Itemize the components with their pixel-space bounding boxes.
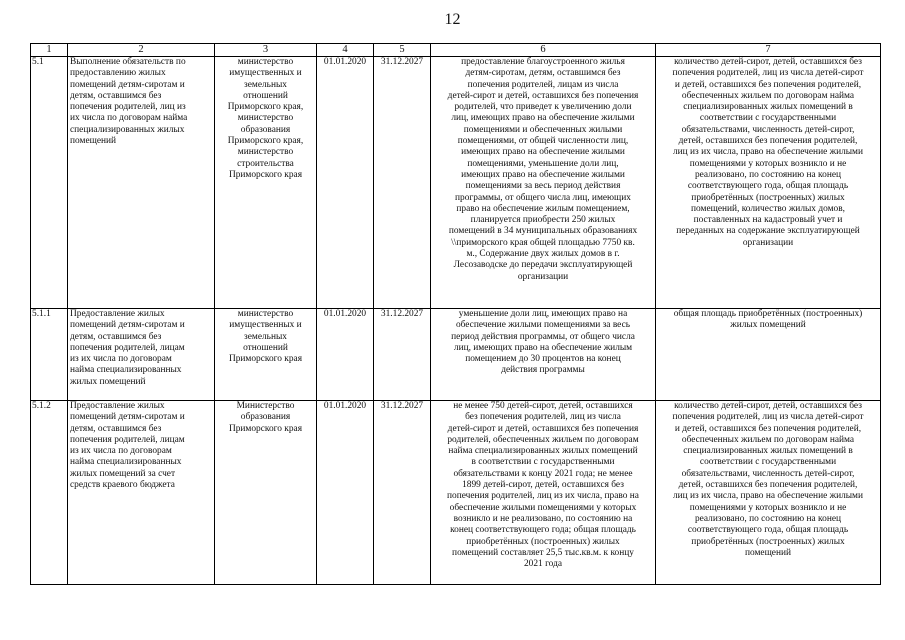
row-number-cell: 5.1 [31, 57, 68, 309]
text-line: планируется приобрести 250 жилых [470, 215, 616, 226]
text-line: Предоставление жилых [70, 401, 165, 411]
text-line: детей, оставшихся без попечения родителей, [678, 136, 858, 147]
start-date-cell: 01.01.2020 [317, 309, 374, 401]
text-line: детям, оставшимся без [70, 331, 162, 342]
text-line: приобретённых (построенных) жилых [466, 536, 620, 547]
executor-cell [215, 309, 317, 401]
text-line: имущественных и [229, 68, 302, 79]
expected-result-cell [431, 309, 656, 401]
text-line: переданных на содержание эксплуатирующей [676, 226, 860, 237]
text-line: детей-сирот и детей, оставшихся без попечения [447, 90, 639, 101]
text-line: из их числа по договорам [70, 354, 172, 365]
column-header: 3 [215, 44, 317, 57]
text-line: приобретённых (построенных) жилых [691, 192, 845, 203]
text-line: родителей, что приведет к увеличению доли [454, 102, 632, 113]
text-line: министерство [237, 57, 294, 67]
column-header: 7 [656, 44, 881, 57]
text-line: Предоставление жилых [70, 309, 165, 319]
text-line: действия программы [501, 365, 585, 376]
text-line: не менее 750 детей-сирот, детей, оставшихся [453, 401, 633, 411]
text-line: общая площадь приобретённых (построенных) [673, 309, 863, 319]
text-line: родителей, обеспеченных жильем по договорам [447, 434, 639, 445]
table-row [31, 309, 881, 401]
text-line: соответствующего года, общая площадь [687, 525, 849, 536]
text-line: соответствии с государственными [699, 457, 837, 468]
text-line: помещениями у которых возникло и не [689, 158, 847, 169]
text-line: м., Содержание двух жилых домов в г. [466, 249, 620, 260]
text-line: земельных [244, 331, 287, 342]
text-line: Приморского края [228, 169, 303, 180]
end-date-cell: 31.12.2027 [374, 57, 431, 309]
text-line: детей, оставшихся без попечения родителей, [678, 480, 858, 491]
text-line: министерство [237, 147, 294, 158]
text-line: помещений, количество жилых домов, [690, 203, 845, 214]
text-line: Приморского края [228, 423, 303, 434]
text-line: попечения родителей, лицам [70, 434, 185, 445]
text-line: организации [742, 237, 794, 248]
text-line: помещениями за весь период действия [465, 181, 621, 192]
text-line: помещением до 30 процентов на конец [465, 354, 621, 365]
executor-cell [215, 57, 317, 309]
text-line: детям, оставшимся без [70, 90, 162, 101]
text-line: обеспечение жилыми помещениями у которых [449, 502, 637, 513]
text-line: помещений в 34 муниципальных образованиях [448, 226, 638, 237]
indicator-cell [656, 57, 881, 309]
text-line: отношений [243, 90, 288, 101]
executor-cell [215, 401, 317, 585]
text-line: попечения родителей, лиц из [70, 102, 186, 113]
text-line: Приморского края, [227, 102, 304, 113]
text-line: \\приморского края общей площадью 7750 кв. [451, 237, 635, 248]
text-line: жилых помещений за счет [70, 468, 176, 479]
text-line: образования [240, 124, 291, 135]
text-line: отношений [243, 342, 288, 353]
text-line: лиц, имеющих право на обеспечение жилыми [451, 113, 635, 124]
text-line: детей-сирот и детей, оставшихся без попечения [447, 423, 639, 434]
text-line: Приморского края, [227, 136, 304, 147]
text-line: предоставление благоустроенного жилья [461, 57, 625, 67]
column-header: 1 [31, 44, 68, 57]
text-line: попечения родителей, лицам [70, 342, 185, 353]
text-line: соответствии с государственными [699, 113, 837, 124]
page-number: 12 [444, 11, 461, 28]
text-line: предоставлению жилых [70, 68, 166, 79]
row-number-cell: 5.1.1 [31, 309, 68, 401]
text-line: обязательствами, численность детей-сирот, [681, 468, 855, 479]
text-line: детям-сиротам, детям, оставшимся без [465, 68, 621, 79]
table-row [31, 57, 881, 309]
text-line: из их числа по договорам [70, 446, 172, 457]
measure-name-cell [68, 309, 215, 401]
text-line: помещениями у которых возникло и не [689, 502, 847, 513]
text-line: Приморского края [228, 354, 303, 365]
text-line: детям, оставшимся без [70, 423, 162, 434]
column-header: 2 [68, 44, 215, 57]
text-line: министерство [237, 113, 294, 124]
text-line: 2021 года [523, 559, 563, 570]
column-header: 4 [317, 44, 374, 57]
text-line: организации [517, 271, 569, 282]
text-line: попечения родителей, лиц из числа детей-сирот [672, 68, 864, 79]
text-line: имеющих право на обеспечение жилыми [461, 147, 625, 158]
text-line: помещений составляет 25,5 тыс.кв.м. к концу [452, 547, 634, 558]
text-line: помещений детям-сиротам и [70, 412, 185, 423]
indicator-cell [656, 309, 881, 401]
text-line: уменьшение доли лиц, имеющих право на [458, 309, 628, 319]
measure-name-cell [68, 401, 215, 585]
text-line: соответствующего года, общая площадь [687, 181, 849, 192]
text-line: образования [240, 412, 291, 423]
text-line: жилых помещений [730, 320, 806, 331]
measure-name-cell [68, 57, 215, 309]
text-line: в соответствии с государственными [471, 457, 615, 468]
text-line: обязательствами, численность детей-сирот, [681, 124, 855, 135]
text-line: лиц, имеющих право на обеспечение жилым [453, 342, 633, 353]
text-line: Лесозаводске до передачи эксплуатирующей [453, 260, 633, 271]
text-line: найма специализированных жилых помещений [448, 446, 638, 457]
text-line: поставленных на кадастровый учет и [693, 215, 843, 226]
text-line: найма специализированных [70, 457, 182, 468]
text-line: министерство [237, 309, 294, 319]
indicator-cell [656, 401, 881, 585]
column-header: 6 [431, 44, 656, 57]
text-line: строительства [237, 158, 294, 169]
text-line: Выполнение обязательств по [70, 57, 186, 67]
text-line: помещениями, от общей численности лиц, [457, 136, 629, 147]
table-row [31, 401, 881, 585]
text-line: 1899 детей-сирот, детей, оставшихся без [462, 480, 624, 491]
text-line: обеспеченных жильем по договорам найма [681, 434, 855, 445]
text-line: помещениями, уменьшение доли лиц, [467, 158, 619, 169]
start-date-cell: 01.01.2020 [317, 57, 374, 309]
expected-result-cell [431, 401, 656, 585]
text-line: приобретённых (построенных) жилых [691, 536, 845, 547]
text-line: специализированных жилых [70, 124, 185, 135]
text-line: реализовано, по состоянию на конец [694, 169, 842, 180]
measures-table [30, 43, 881, 585]
text-line: период действия программы, от общего числа [451, 331, 635, 342]
end-date-cell: 31.12.2027 [374, 401, 431, 585]
text-line: Министерство [236, 401, 295, 411]
text-line: их числа по договорам найма [70, 113, 188, 124]
text-line: и детей, оставшихся без попечения родителей, [674, 423, 862, 434]
text-line: помещений [744, 547, 792, 558]
text-line: обязательствами к концу 2021 года; не менее [453, 468, 633, 479]
text-line: без попечения родителей, лиц из числа [465, 412, 621, 423]
text-line: попечения родителей, лиц из числа детей-сирот [672, 412, 864, 423]
text-line: лиц из их числа, право на обеспечение жилыми [672, 147, 864, 158]
text-line: лиц из их числа, право на обеспечение жилыми [672, 491, 864, 502]
text-line: обеспечение жилыми помещениями за весь [455, 320, 631, 331]
start-date-cell: 01.01.2020 [317, 401, 374, 585]
text-line: средств краевого бюджета [70, 480, 175, 491]
text-line: возникло и не реализовано, по состоянию на [453, 513, 633, 524]
text-line: и детей, оставшихся без попечения родителей, [674, 79, 862, 90]
text-line: конец соответствующего года; общая площадь [450, 525, 636, 536]
text-line: имеющих право на обеспечение жилыми [461, 169, 625, 180]
text-line: найма специализированных [70, 365, 182, 376]
text-line: помещениями и обеспеченных жилыми [463, 124, 623, 135]
end-date-cell: 31.12.2027 [374, 309, 431, 401]
header-row [31, 44, 881, 57]
text-line: количество детей-сирот, детей, оставшихся без [674, 401, 862, 411]
text-line: помещений детям-сиротам и [70, 320, 185, 331]
text-line: помещений детям-сиротам и [70, 79, 185, 90]
text-line: помещений [70, 136, 117, 147]
text-line: обеспеченных жильем по договорам найма [681, 90, 855, 101]
text-line: попечения родителей, лиц из их числа, право на [447, 491, 639, 502]
text-line: земельных [244, 79, 287, 90]
text-line: реализовано, по состоянию на конец [694, 513, 842, 524]
text-line: жилых помещений [70, 376, 146, 387]
text-line: специализированных жилых помещений в [683, 446, 853, 457]
text-line: специализированных жилых помещений в [683, 102, 853, 113]
row-number-cell: 5.1.2 [31, 401, 68, 585]
column-header: 5 [374, 44, 431, 57]
text-line: попечения родителей, лицам из числа [467, 79, 619, 90]
expected-result-cell [431, 57, 656, 309]
text-line: программы, от общего числа лиц, имеющих [455, 192, 631, 203]
text-line: имущественных и [229, 320, 302, 331]
text-line: право на обеспечение жилым помещением, [456, 203, 630, 214]
text-line: количество детей-сирот, детей, оставшихся без [674, 57, 862, 67]
